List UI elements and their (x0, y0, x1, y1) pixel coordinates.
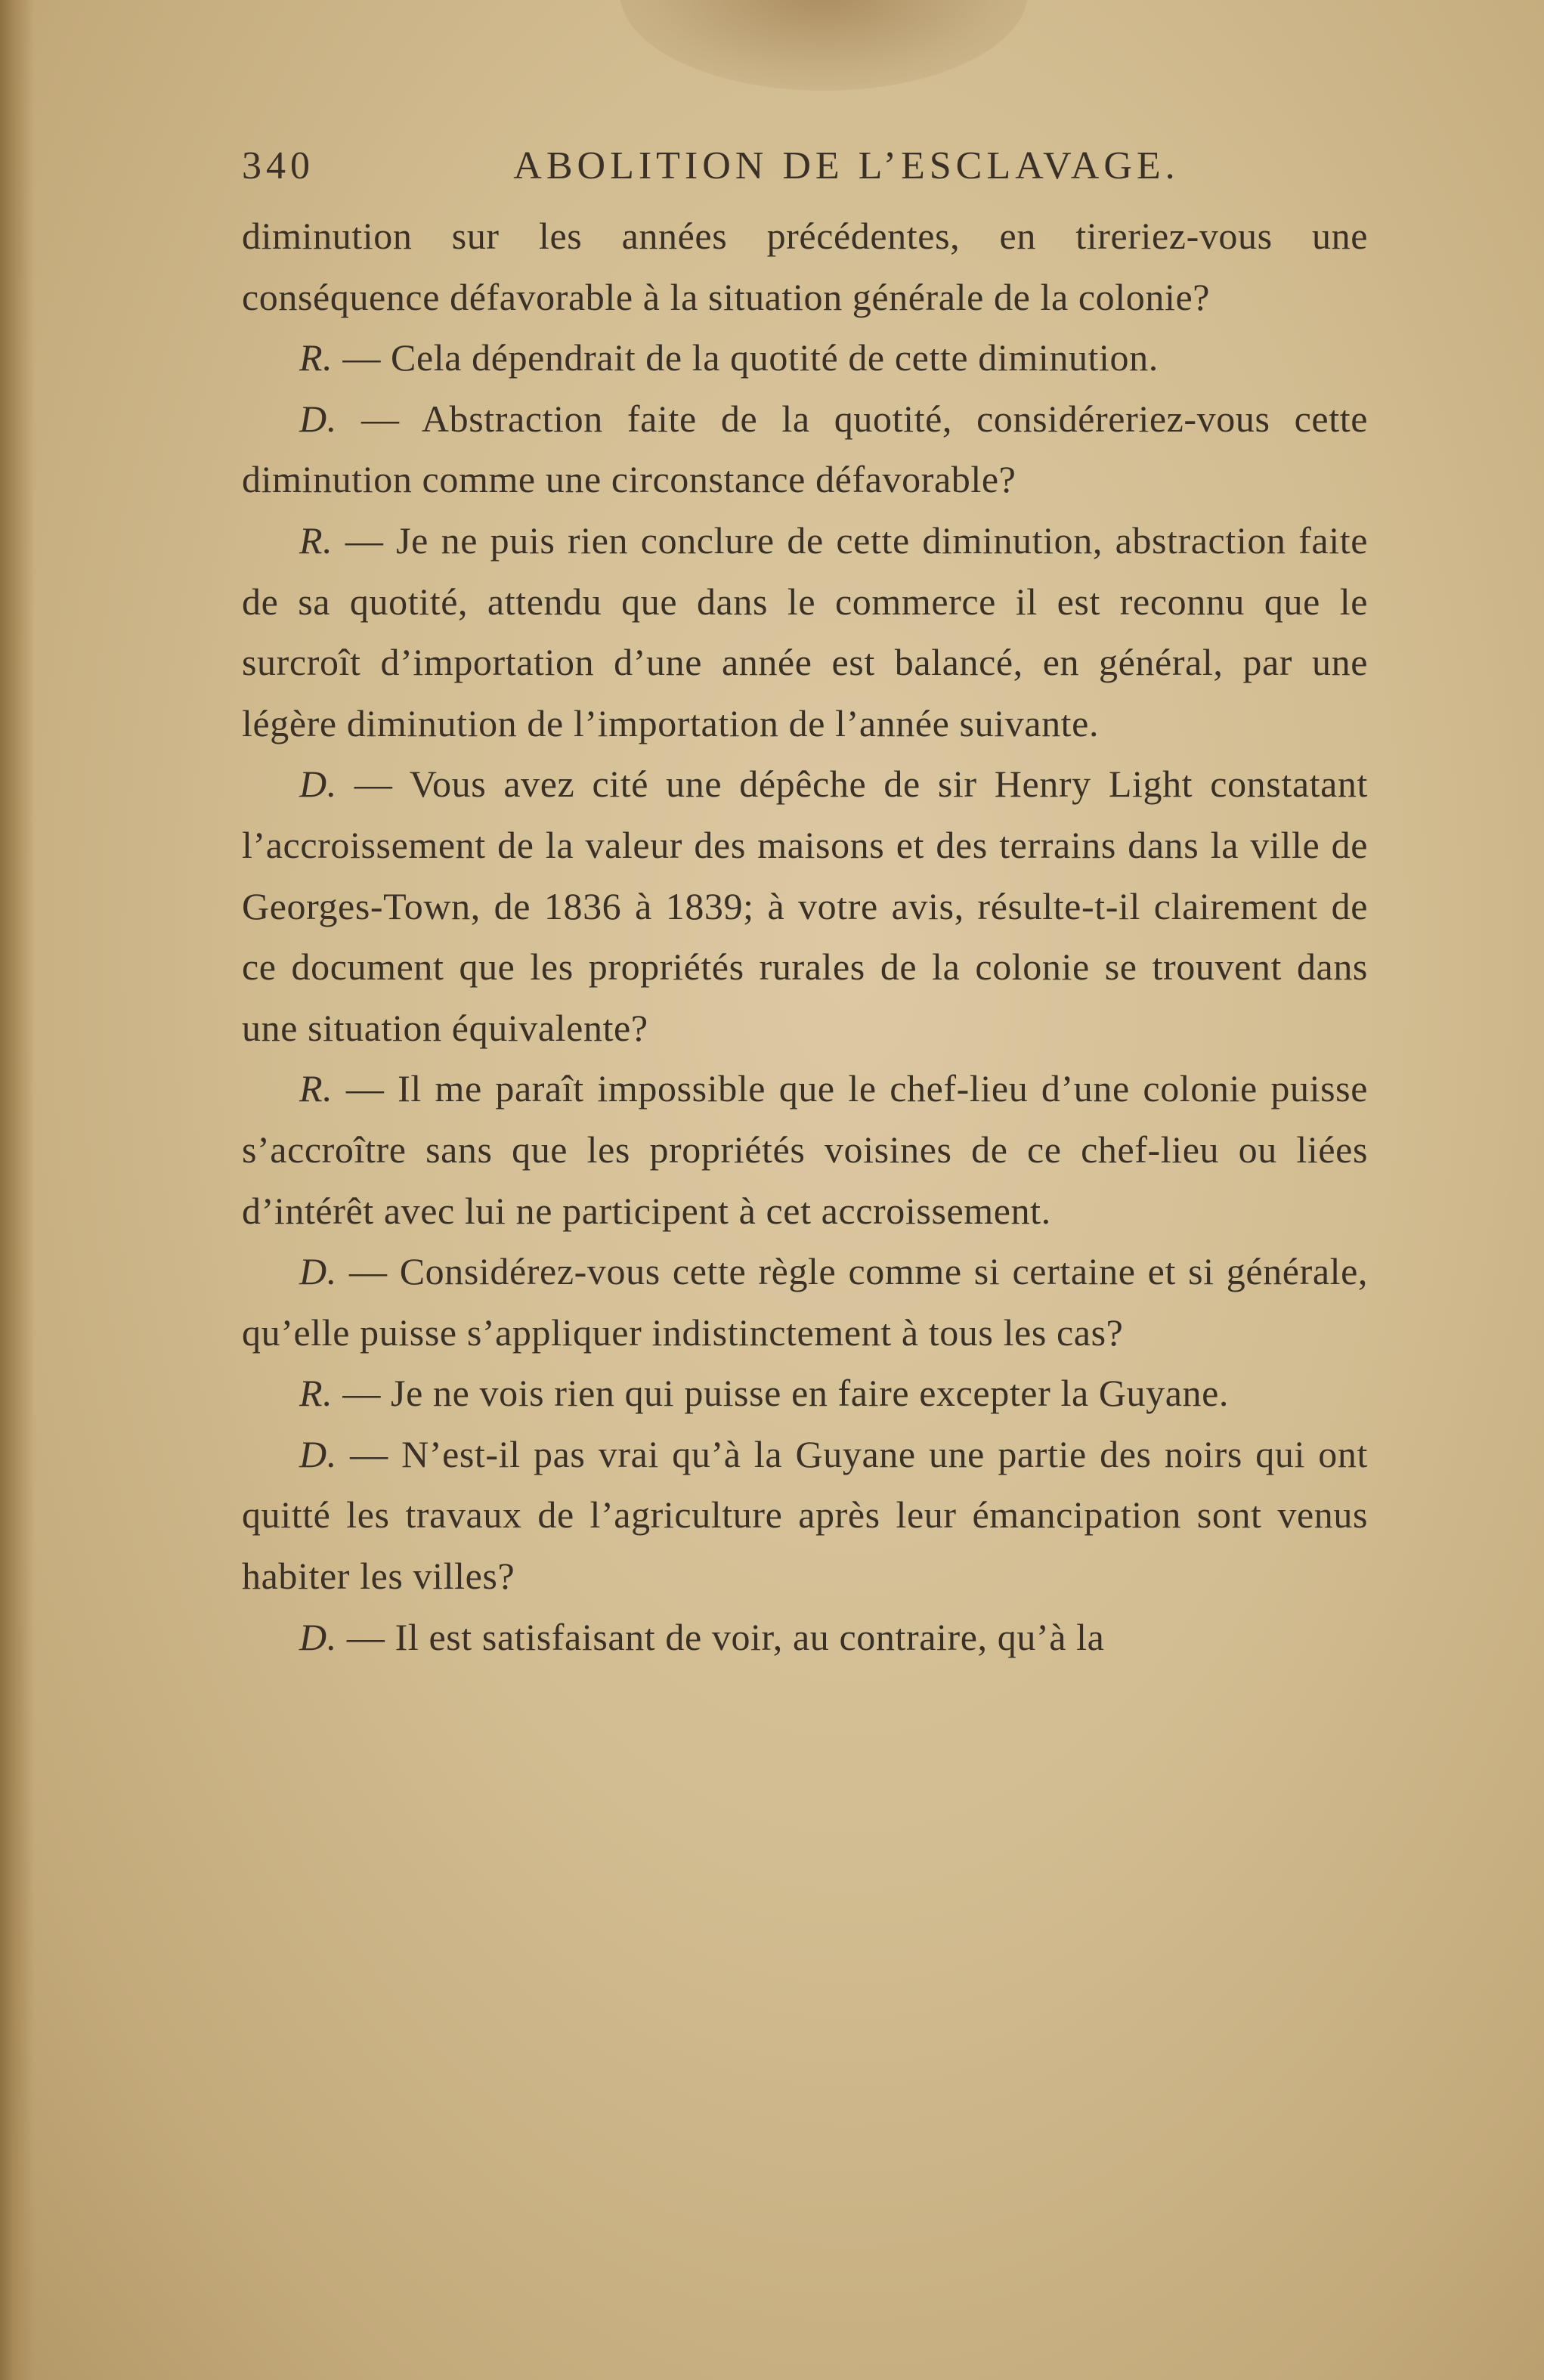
paragraph (242, 327, 1368, 388)
paragraph-text: — Considérez-vous cette règle comme si certaine et si générale, qu’elle puisse s’appliquer indistinctement à tous les cas? (242, 1250, 1368, 1354)
paragraph (242, 510, 1368, 754)
paragraph (242, 1058, 1368, 1241)
speaker-label: D. (299, 1250, 337, 1293)
page-number: 340 (242, 144, 314, 187)
running-head (242, 144, 1368, 197)
paragraph-text: — N’est-il pas vrai qu’à la Guyane une partie des noirs qui ont quitté les travaux de l’agriculture après leur émancipation sont venus habiter les villes? (242, 1432, 1368, 1598)
speaker-label: R. (299, 336, 333, 379)
speaker-label: R. (299, 518, 333, 562)
paragraph-text: — Abstraction faite de la quotité, considéreriez-vous cette diminution comme une circonstance défavorable? (242, 397, 1368, 501)
speaker-label: D. (299, 397, 337, 440)
paragraph (242, 206, 1368, 327)
paragraph-text: — Je ne puis rien conclure de cette diminution, abstraction faite de sa quotité, attendu que dans le commerce il est reconnu que le surcroît d’importation d’une année est balancé, en général, par une légère diminution de l’importation de l’année suivante. (242, 518, 1368, 744)
paragraph-text: — Je ne vois rien qui puisse en faire excepter la Guyane. (333, 1372, 1230, 1415)
page-title: ABOLITION DE L’ESCLAVAGE. (513, 144, 1180, 187)
speaker-label: R. (299, 1372, 333, 1415)
paragraph (242, 754, 1368, 1058)
paragraph (242, 388, 1368, 510)
page-spine-shadow (0, 0, 35, 2380)
water-stain (620, 0, 1028, 91)
paragraph (242, 1363, 1368, 1424)
body-text (242, 206, 1368, 1667)
speaker-label: D. (299, 1432, 337, 1475)
paragraph (242, 1424, 1368, 1607)
paragraph-text: — Vous avez cité une dépêche de sir Henry Light constatant l’accroissement de la valeur des maisons et des terrains dans la ville de Georges-Town, de 1836 à 1839; à votre avis, résulte-t-il clairement de ce document que les propriétés rurales de la colonie se trouvent dans une situation équivalente? (242, 763, 1368, 1049)
paragraph-text: — Il me paraît impossible que le chef-lieu d’une colonie puisse s’accroître sans que les propriétés voisines de ce chef-lieu ou liées d’intérêt avec lui ne participent à cet accroissement. (242, 1067, 1368, 1232)
speaker-label: D. (299, 1615, 337, 1658)
speaker-label: D. (299, 763, 337, 806)
paragraph-text: — Cela dépendrait de la quotité de cette diminution. (333, 336, 1159, 379)
paragraph-text: — Il est satisfaisant de voir, au contraire, qu’à la (336, 1615, 1105, 1658)
speaker-label: R. (299, 1067, 333, 1110)
paragraph-text: diminution sur les années précédentes, en tireriez-vous une conséquence défavorable à la situation générale de la colonie? (242, 215, 1368, 318)
paragraph (242, 1241, 1368, 1363)
paragraph (242, 1607, 1368, 1668)
